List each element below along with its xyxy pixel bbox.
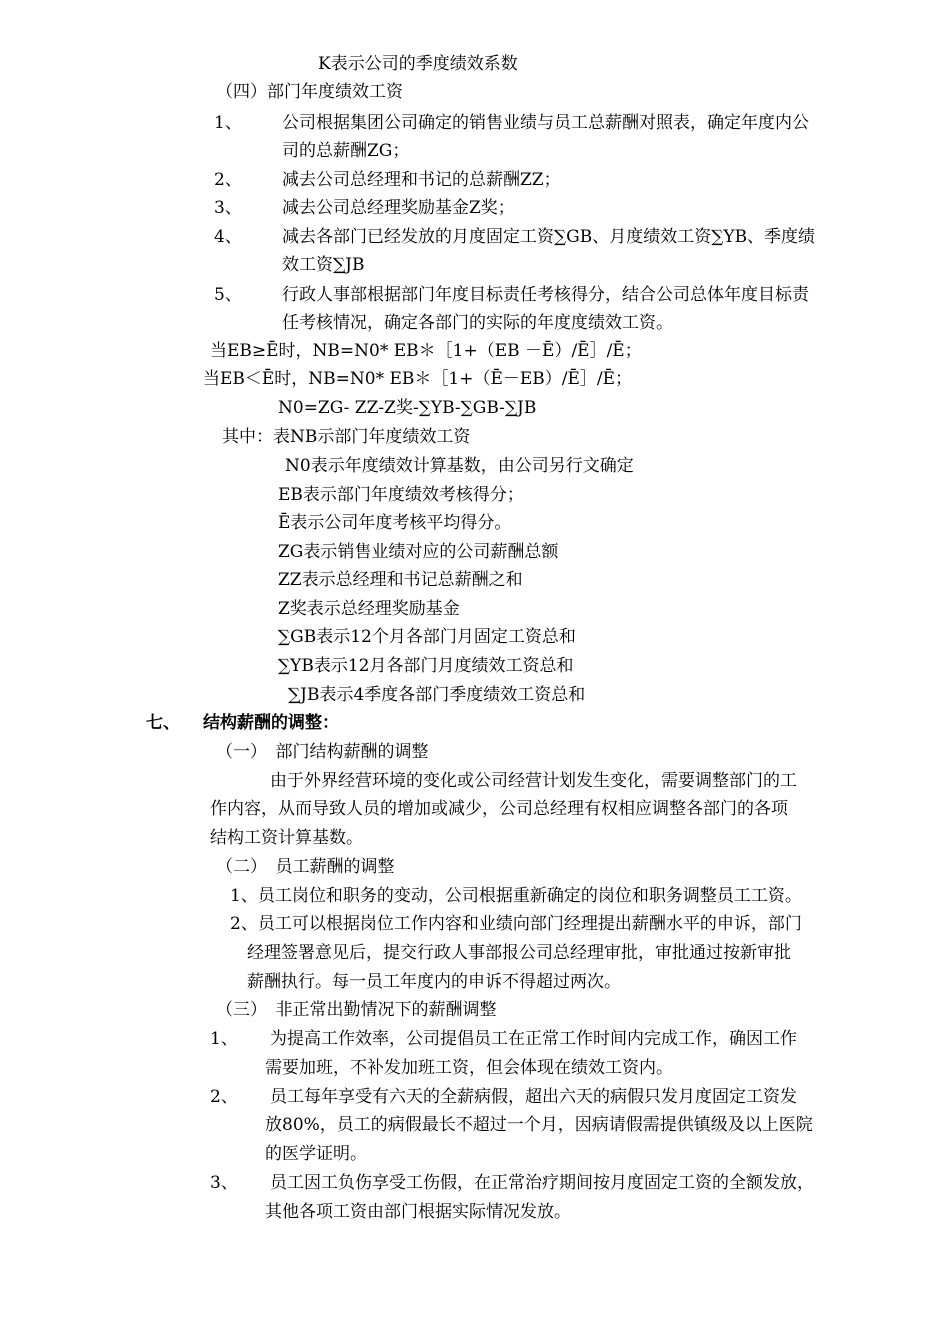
item4-4-line2: 效工资∑JB [282,255,365,275]
subsection-1-para-line3: 结构工资计算基数。 [210,828,363,848]
item3-2-line3: 的医学证明。 [265,1144,367,1164]
where-line-9: ∑YB表示12月各部门月度绩效工资总和 [278,656,574,676]
item3-1-line1: 为提高工作效率，公司提倡员工在正常工作时间内完成工作，确因工作 [270,1029,797,1049]
item4-5-line2: 任考核情况，确定各部门的实际的年度度绩效工资。 [282,313,673,333]
where-line-10: ∑JB表示4季度各部门季度绩效工资总和 [288,685,586,705]
subsection-2-item2-line2: 经理签署意见后，提交行政人事部报公司总经理审批，审批通过按新审批 [247,943,791,963]
where-line-3: EB表示部门年度绩效考核得分； [278,485,524,505]
formula-1: 当EB≥Ē时，NB=N0* EB＊［1+（EB －Ē）/Ē］/Ē； [210,341,642,361]
item4-3-number: 3、 [214,198,242,218]
where-line-5: ZG表示销售业绩对应的公司薪酬总额 [278,542,559,562]
item4-2-line1: 减去公司总经理和书记的总薪酬ZZ； [282,170,561,190]
item4-5-line1: 行政人事部根据部门年度目标责任考核得分，结合公司总体年度目标责 [282,285,809,305]
section-7-title: 结构薪酬的调整： [203,713,339,733]
subsection-2-item2-line3: 薪酬执行。每一员工年度内的申诉不得超过两次。 [247,972,621,992]
where-line-8: ∑GB表示12个月各部门月固定工资总和 [278,627,576,647]
item4-4-line1: 减去各部门已经发放的月度固定工资∑GB、月度绩效工资∑YB、季度绩 [282,227,816,247]
subsection-1-title: （一） 部门结构薪酬的调整 [216,742,429,762]
item3-1-line2: 需要加班，不补发加班工资，但会体现在绩效工资内。 [265,1058,673,1078]
item3-3-line2: 其他各项工资由部门根据实际情况发放。 [265,1202,571,1222]
subsection-2-title: （二） 员工薪酬的调整 [216,857,395,877]
section-7-number: 七、 [146,713,180,733]
subsection-2-item1: 1、员工岗位和职务的变动，公司根据重新确定的岗位和职务调整员工工资。 [230,886,802,906]
item4-1-number: 1、 [214,113,242,133]
item4-1-line1: 公司根据集团公司确定的销售业绩与员工总薪酬对照表，确定年度内公 [282,113,809,133]
formula-3: N0=ZG- ZZ-Z奖-∑YB-∑GB-∑JB [278,398,537,418]
item3-2-number: 2、 [210,1087,238,1107]
subsection-3-title: （三） 非正常出勤情况下的薪酬调整 [216,1000,497,1020]
item3-1-number: 1、 [210,1029,238,1049]
formula-2: 当EB＜Ē时，NB=N0* EB＊［1+（Ē－EB）/Ē］/Ē； [203,369,633,389]
where-line-4: Ē表示公司年度考核平均得分。 [278,513,512,533]
item3-3-line1: 员工因工负伤享受工伤假，在正常治疗期间按月度固定工资的全额发放， [270,1173,814,1193]
subsection-1-para-line2: 作内容，从而导致人员的增加或减少，公司总经理有权相应调整各部门的各项 [210,799,788,819]
where-line-1: 其中：表NB示部门年度绩效工资 [222,427,471,447]
item3-3-number: 3、 [210,1173,238,1193]
section-4-title: （四）部门年度绩效工资 [216,82,403,102]
item4-4-number: 4、 [214,227,242,247]
item3-2-line2: 放80%，员工的病假最长不超过一个月，因病请假需提供镇级及以上医院 [265,1115,813,1135]
item4-1-line2: 司的总薪酬ZG； [282,141,410,161]
where-line-7: Z奖表示总经理奖励基金 [278,599,460,619]
item4-5-number: 5、 [214,285,242,305]
k-definition: K表示公司的季度绩效系数 [318,54,518,74]
item4-3-line1: 减去公司总经理奖励基金Z奖； [282,198,515,218]
where-line-6: ZZ表示总经理和书记总薪酬之和 [278,570,523,590]
item4-2-number: 2、 [214,170,242,190]
where-line-2: N0表示年度绩效计算基数，由公司另行文确定 [285,456,634,476]
subsection-1-para-line1: 由于外界经营环境的变化或公司经营计划发生变化，需要调整部门的工 [270,771,797,791]
subsection-2-item2-line1: 2、员工可以根据岗位工作内容和业绩向部门经理提出薪酬水平的申诉，部门 [230,914,802,934]
item3-2-line1: 员工每年享受有六天的全薪病假，超出六天的病假只发月度固定工资发 [270,1087,797,1107]
